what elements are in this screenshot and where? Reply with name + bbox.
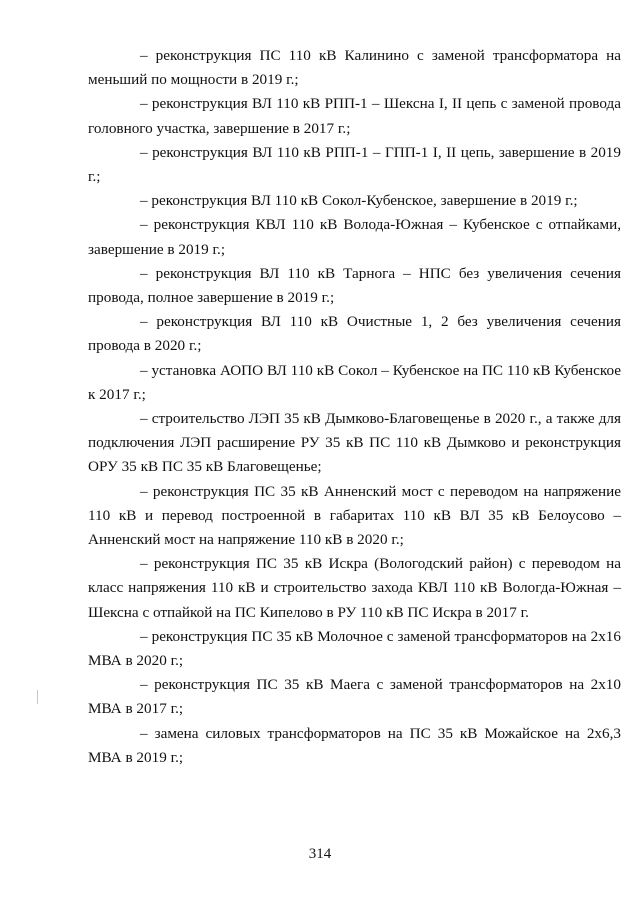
list-item: – реконструкция ВЛ 110 кВ РПП-1 – ГПП-1 I, II цепь, завершение в 2019 г.;: [88, 143, 621, 186]
list-item: – реконструкция ПС 35 кВ Маега с заменой трансформаторов на 2х10 МВА в 2017 г.;: [88, 676, 621, 718]
list-item: – реконструкция ВЛ 110 кВ Очистные 1, 2 без увеличения сечения провода в 2020 г.;: [88, 313, 621, 355]
list-item: – реконструкция ПС 35 кВ Искра (Вологодский район) с переводом на класс напряжения 110 кВ и строительство захода КВЛ 110 кВ Вологда-Южная – Шексна с отпайкой на ПС Кипелово в РУ 110 кВ ПС Искра в 2017 г.: [88, 555, 621, 621]
list-item: – реконструкция ВЛ 110 кВ Сокол-Кубенское, завершение в 2019 г.;: [140, 192, 578, 210]
page-number: 314: [308, 846, 332, 862]
list-item: – реконструкция КВЛ 110 кВ Волода-Южная – Кубенское с отпайками, завершение в 2019 г.;: [88, 216, 621, 258]
list-item: – реконструкция ПС 35 кВ Анненский мост с переводом на напряжение 110 кВ и перевод построенной в габаритах 110 кВ ВЛ 35 кВ Белоусово – Анненский мост на напряжение 110 кВ в 2020 г.;: [88, 482, 621, 549]
list-item: – строительство ЛЭП 35 кВ Дымково-Благовещенье в 2020 г., а также для подключения ЛЭП расширение РУ 35 кВ ПС 110 кВ Дымково и реконструкция ОРУ 35 кВ ПС 35 кВ Благовещенье;: [88, 410, 621, 476]
document-body: [88, 44, 621, 770]
margin-mark: [37, 690, 38, 704]
list-item: – установка АОПО ВЛ 110 кВ Сокол – Кубенское на ПС 110 кВ Кубенское к 2017 г.;: [88, 361, 621, 403]
list-item: – реконструкция ВЛ 110 кВ РПП-1 – Шексна I, II цепь с заменой провода головного участка, завершение в 2017 г.;: [88, 95, 621, 137]
list-item: – реконструкция ВЛ 110 кВ Тарнога – НПС без увеличения сечения провода, полное завершение в 2019 г.;: [88, 264, 621, 307]
list-item: – замена силовых трансформаторов на ПС 35 кВ Можайское на 2х6,3 МВА в 2019 г.;: [88, 724, 621, 766]
list-item: – реконструкция ПС 35 кВ Молочное с заменой трансформаторов на 2х16 МВА в 2020 г.;: [88, 627, 621, 670]
list-item: – реконструкция ПС 110 кВ Калинино с заменой трансформатора на меньший по мощности в 2019 г.;: [88, 47, 621, 89]
